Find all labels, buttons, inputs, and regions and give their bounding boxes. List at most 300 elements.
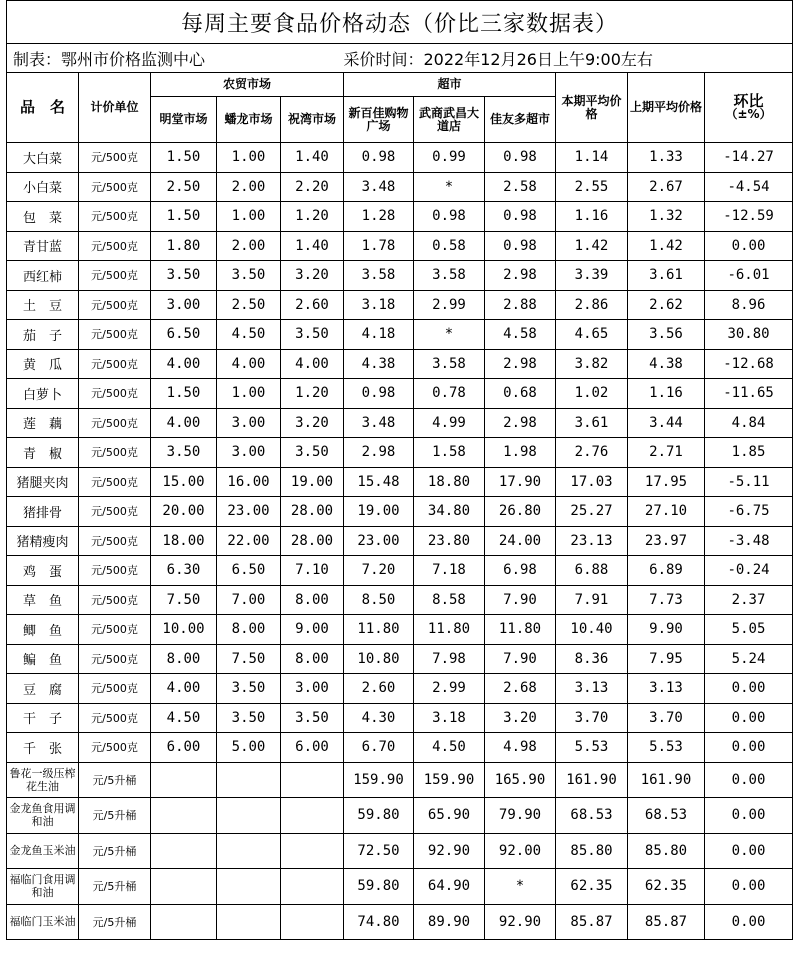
item-unit: 元/500克 bbox=[79, 438, 151, 468]
item-unit: 元/500克 bbox=[79, 526, 151, 556]
price-cell: 0.68 bbox=[485, 379, 556, 409]
price-cell: 1.42 bbox=[628, 231, 705, 261]
price-cell: 2.98 bbox=[344, 438, 414, 468]
price-cell: 34.80 bbox=[414, 497, 485, 527]
price-cell: 25.27 bbox=[556, 497, 628, 527]
price-cell: 85.80 bbox=[556, 833, 628, 869]
price-cell: 161.90 bbox=[628, 762, 705, 798]
price-cell: 19.00 bbox=[281, 467, 344, 497]
price-cell: 5.53 bbox=[628, 733, 705, 763]
price-cell: 92.00 bbox=[485, 833, 556, 869]
price-cell: 5.05 bbox=[705, 615, 793, 645]
price-cell: 7.91 bbox=[556, 585, 628, 615]
price-cell: 6.50 bbox=[151, 320, 217, 350]
price-cell: 0.00 bbox=[705, 869, 793, 905]
price-cell: 22.00 bbox=[217, 526, 281, 556]
price-cell: 1.85 bbox=[705, 438, 793, 468]
price-cell: 3.50 bbox=[217, 261, 281, 291]
price-cell bbox=[217, 762, 281, 798]
price-cell: 68.53 bbox=[628, 798, 705, 834]
price-cell: 4.30 bbox=[344, 703, 414, 733]
item-name: 猪排骨 bbox=[7, 497, 79, 527]
price-cell: 24.00 bbox=[485, 526, 556, 556]
price-cell bbox=[281, 904, 344, 940]
price-cell: -0.24 bbox=[705, 556, 793, 586]
price-cell: 10.40 bbox=[556, 615, 628, 645]
item-unit: 元/5升桶 bbox=[79, 798, 151, 834]
price-cell: 0.00 bbox=[705, 798, 793, 834]
price-cell: 1.16 bbox=[628, 379, 705, 409]
price-cell: 18.80 bbox=[414, 467, 485, 497]
price-cell: 1.28 bbox=[344, 202, 414, 232]
price-cell: 8.96 bbox=[705, 290, 793, 320]
table-row bbox=[7, 762, 793, 798]
table-row bbox=[7, 290, 793, 320]
price-cell: 5.24 bbox=[705, 644, 793, 674]
price-cell: 17.90 bbox=[485, 467, 556, 497]
price-cell bbox=[217, 798, 281, 834]
item-name: 西红柿 bbox=[7, 261, 79, 291]
price-cell: 2.99 bbox=[414, 290, 485, 320]
price-cell: 3.13 bbox=[628, 674, 705, 704]
price-cell bbox=[217, 869, 281, 905]
price-cell: 8.58 bbox=[414, 585, 485, 615]
header-avg-current: 本期平均价格 bbox=[556, 73, 628, 143]
item-unit: 元/5升桶 bbox=[79, 904, 151, 940]
price-cell: 1.20 bbox=[281, 379, 344, 409]
price-cell: 27.10 bbox=[628, 497, 705, 527]
table-row bbox=[7, 320, 793, 350]
price-cell: 62.35 bbox=[628, 869, 705, 905]
price-cell: 65.90 bbox=[414, 798, 485, 834]
price-cell: 3.58 bbox=[414, 261, 485, 291]
price-cell: 1.50 bbox=[151, 379, 217, 409]
price-cell: 1.40 bbox=[281, 231, 344, 261]
item-unit: 元/500克 bbox=[79, 231, 151, 261]
price-cell: 17.03 bbox=[556, 467, 628, 497]
price-cell: 2.60 bbox=[281, 290, 344, 320]
price-cell: 92.90 bbox=[414, 833, 485, 869]
price-cell: 23.13 bbox=[556, 526, 628, 556]
price-cell: 17.95 bbox=[628, 467, 705, 497]
price-cell: 1.40 bbox=[281, 143, 344, 173]
price-cell: 3.13 bbox=[556, 674, 628, 704]
price-cell: 0.00 bbox=[705, 762, 793, 798]
price-cell: 1.58 bbox=[414, 438, 485, 468]
price-cell: 3.50 bbox=[281, 438, 344, 468]
price-cell: 3.50 bbox=[217, 703, 281, 733]
price-cell: 2.50 bbox=[217, 290, 281, 320]
price-cell: 8.00 bbox=[151, 644, 217, 674]
item-unit: 元/5升桶 bbox=[79, 762, 151, 798]
price-cell: 10.80 bbox=[344, 644, 414, 674]
price-cell: 68.53 bbox=[556, 798, 628, 834]
price-cell: 9.00 bbox=[281, 615, 344, 645]
price-cell: 7.00 bbox=[217, 585, 281, 615]
price-cell: 2.71 bbox=[628, 438, 705, 468]
price-cell: 3.70 bbox=[556, 703, 628, 733]
item-name: 白萝卜 bbox=[7, 379, 79, 409]
price-cell: 1.16 bbox=[556, 202, 628, 232]
price-cell: 1.14 bbox=[556, 143, 628, 173]
price-cell: 3.00 bbox=[281, 674, 344, 704]
price-cell: 2.98 bbox=[485, 349, 556, 379]
item-unit: 元/500克 bbox=[79, 733, 151, 763]
item-name: 福临门玉米油 bbox=[7, 904, 79, 940]
price-cell bbox=[281, 762, 344, 798]
header-market-1: 明堂市场 bbox=[151, 97, 217, 143]
price-cell: 18.00 bbox=[151, 526, 217, 556]
price-cell: 2.58 bbox=[485, 172, 556, 202]
price-cell: 5.00 bbox=[217, 733, 281, 763]
header-super-2: 武商武昌大道店 bbox=[414, 97, 485, 143]
table-row bbox=[7, 703, 793, 733]
price-cell: 6.50 bbox=[217, 556, 281, 586]
price-cell: 28.00 bbox=[281, 497, 344, 527]
price-cell: 2.50 bbox=[151, 172, 217, 202]
price-cell: 2.99 bbox=[414, 674, 485, 704]
price-cell: 15.00 bbox=[151, 467, 217, 497]
price-cell: 3.20 bbox=[485, 703, 556, 733]
price-cell: 4.00 bbox=[151, 674, 217, 704]
price-cell: 9.90 bbox=[628, 615, 705, 645]
price-cell: -12.59 bbox=[705, 202, 793, 232]
price-cell: * bbox=[414, 172, 485, 202]
price-cell: 1.20 bbox=[281, 202, 344, 232]
table-row bbox=[7, 798, 793, 834]
header-avg-last: 上期平均价格 bbox=[628, 73, 705, 143]
price-cell: 0.98 bbox=[485, 231, 556, 261]
price-cell: 4.50 bbox=[151, 703, 217, 733]
price-cell: 7.10 bbox=[281, 556, 344, 586]
item-unit: 元/500克 bbox=[79, 379, 151, 409]
price-cell bbox=[151, 869, 217, 905]
price-cell: 3.18 bbox=[414, 703, 485, 733]
price-cell: 1.02 bbox=[556, 379, 628, 409]
price-cell: 2.88 bbox=[485, 290, 556, 320]
price-cell: 2.00 bbox=[217, 172, 281, 202]
table-row bbox=[7, 497, 793, 527]
price-cell: 7.18 bbox=[414, 556, 485, 586]
price-cell: 3.18 bbox=[344, 290, 414, 320]
item-name: 鲁花一级压榨花生油 bbox=[7, 762, 79, 798]
price-cell: 30.80 bbox=[705, 320, 793, 350]
price-cell: 2.98 bbox=[485, 261, 556, 291]
price-cell: 1.42 bbox=[556, 231, 628, 261]
table-row bbox=[7, 556, 793, 586]
price-cell: 2.76 bbox=[556, 438, 628, 468]
price-cell: 4.00 bbox=[151, 349, 217, 379]
price-cell: 59.80 bbox=[344, 798, 414, 834]
price-cell: 0.98 bbox=[485, 202, 556, 232]
price-cell bbox=[151, 798, 217, 834]
price-table bbox=[6, 0, 793, 940]
price-cell: 4.99 bbox=[414, 408, 485, 438]
price-cell: 74.80 bbox=[344, 904, 414, 940]
item-name: 福临门食用调和油 bbox=[7, 869, 79, 905]
price-cell: -6.01 bbox=[705, 261, 793, 291]
price-cell bbox=[217, 833, 281, 869]
price-cell: 23.80 bbox=[414, 526, 485, 556]
item-unit: 元/5升桶 bbox=[79, 833, 151, 869]
item-unit: 元/500克 bbox=[79, 467, 151, 497]
item-unit: 元/500克 bbox=[79, 172, 151, 202]
price-cell: 3.58 bbox=[414, 349, 485, 379]
item-name: 干 子 bbox=[7, 703, 79, 733]
price-cell: 85.87 bbox=[628, 904, 705, 940]
price-cell: 23.00 bbox=[217, 497, 281, 527]
price-cell: 4.00 bbox=[217, 349, 281, 379]
price-cell: 28.00 bbox=[281, 526, 344, 556]
price-cell bbox=[281, 833, 344, 869]
table-row bbox=[7, 467, 793, 497]
price-cell bbox=[151, 833, 217, 869]
table-row bbox=[7, 202, 793, 232]
price-cell: 26.80 bbox=[485, 497, 556, 527]
price-cell: 3.44 bbox=[628, 408, 705, 438]
price-cell: 7.95 bbox=[628, 644, 705, 674]
price-cell: 72.50 bbox=[344, 833, 414, 869]
price-cell: 16.00 bbox=[217, 467, 281, 497]
price-cell: 2.00 bbox=[217, 231, 281, 261]
price-sheet bbox=[6, 0, 792, 962]
price-cell: 10.00 bbox=[151, 615, 217, 645]
price-cell: 3.20 bbox=[281, 261, 344, 291]
price-cell: 0.00 bbox=[705, 231, 793, 261]
price-cell: 165.90 bbox=[485, 762, 556, 798]
price-cell: 6.00 bbox=[281, 733, 344, 763]
table-row bbox=[7, 231, 793, 261]
price-cell: 0.00 bbox=[705, 833, 793, 869]
price-cell: 23.97 bbox=[628, 526, 705, 556]
item-unit: 元/500克 bbox=[79, 556, 151, 586]
price-cell: 2.60 bbox=[344, 674, 414, 704]
item-unit: 元/500克 bbox=[79, 320, 151, 350]
price-cell: 1.00 bbox=[217, 202, 281, 232]
price-cell: 1.50 bbox=[151, 202, 217, 232]
price-cell: 7.20 bbox=[344, 556, 414, 586]
price-cell: 3.58 bbox=[344, 261, 414, 291]
item-name: 小白菜 bbox=[7, 172, 79, 202]
item-name: 黄 瓜 bbox=[7, 349, 79, 379]
item-unit: 元/500克 bbox=[79, 703, 151, 733]
item-unit: 元/500克 bbox=[79, 261, 151, 291]
price-cell: 159.90 bbox=[414, 762, 485, 798]
price-cell: -12.68 bbox=[705, 349, 793, 379]
price-cell: 8.36 bbox=[556, 644, 628, 674]
price-cell: 3.20 bbox=[281, 408, 344, 438]
price-cell: -3.48 bbox=[705, 526, 793, 556]
price-cell: 7.73 bbox=[628, 585, 705, 615]
price-cell: 4.84 bbox=[705, 408, 793, 438]
price-cell: -4.54 bbox=[705, 172, 793, 202]
price-cell: 0.98 bbox=[414, 202, 485, 232]
price-cell: 0.00 bbox=[705, 674, 793, 704]
price-cell: 3.48 bbox=[344, 408, 414, 438]
price-cell: 2.20 bbox=[281, 172, 344, 202]
item-unit: 元/500克 bbox=[79, 202, 151, 232]
price-cell bbox=[151, 904, 217, 940]
price-cell: 79.90 bbox=[485, 798, 556, 834]
price-cell: 1.00 bbox=[217, 379, 281, 409]
price-cell: 0.58 bbox=[414, 231, 485, 261]
price-cell bbox=[217, 904, 281, 940]
header-unit: 计价单位 bbox=[79, 73, 151, 143]
item-name: 鲫 鱼 bbox=[7, 615, 79, 645]
price-cell: 6.70 bbox=[344, 733, 414, 763]
price-cell: 4.65 bbox=[556, 320, 628, 350]
price-cell: 0.99 bbox=[414, 143, 485, 173]
table-row bbox=[7, 733, 793, 763]
table-row bbox=[7, 674, 793, 704]
price-cell: 6.89 bbox=[628, 556, 705, 586]
price-cell: 3.50 bbox=[281, 703, 344, 733]
price-cell: 3.61 bbox=[556, 408, 628, 438]
price-cell: 4.58 bbox=[485, 320, 556, 350]
price-cell: 2.98 bbox=[485, 408, 556, 438]
item-unit: 元/500克 bbox=[79, 290, 151, 320]
item-unit: 元/500克 bbox=[79, 674, 151, 704]
price-cell: 0.00 bbox=[705, 904, 793, 940]
table-row bbox=[7, 379, 793, 409]
item-unit: 元/500克 bbox=[79, 497, 151, 527]
price-cell: 3.50 bbox=[151, 438, 217, 468]
collection-time: 采价时间：2022年12月26日上午9:00左右 bbox=[344, 44, 793, 73]
price-cell: 4.18 bbox=[344, 320, 414, 350]
price-cell: 85.80 bbox=[628, 833, 705, 869]
header-super-1: 新百佳购物广场 bbox=[344, 97, 414, 143]
item-unit: 元/500克 bbox=[79, 408, 151, 438]
table-row bbox=[7, 833, 793, 869]
page-title: 每周主要食品价格动态（价比三家数据表） bbox=[7, 1, 793, 44]
price-cell: 3.00 bbox=[217, 438, 281, 468]
item-name: 鸡 蛋 bbox=[7, 556, 79, 586]
price-cell: 0.00 bbox=[705, 733, 793, 763]
price-cell bbox=[151, 762, 217, 798]
price-cell: 4.00 bbox=[151, 408, 217, 438]
price-cell: -14.27 bbox=[705, 143, 793, 173]
item-unit: 元/500克 bbox=[79, 644, 151, 674]
price-cell: 85.87 bbox=[556, 904, 628, 940]
price-cell: 1.80 bbox=[151, 231, 217, 261]
item-name: 鳊 鱼 bbox=[7, 644, 79, 674]
price-cell: 4.38 bbox=[628, 349, 705, 379]
price-cell: -11.65 bbox=[705, 379, 793, 409]
price-cell: 3.48 bbox=[344, 172, 414, 202]
price-cell: 7.90 bbox=[485, 644, 556, 674]
price-cell: 0.00 bbox=[705, 703, 793, 733]
price-cell: 2.86 bbox=[556, 290, 628, 320]
item-name: 包 菜 bbox=[7, 202, 79, 232]
item-unit: 元/500克 bbox=[79, 615, 151, 645]
price-cell: 1.50 bbox=[151, 143, 217, 173]
header-change bbox=[705, 73, 793, 143]
price-cell: 23.00 bbox=[344, 526, 414, 556]
item-name: 草 鱼 bbox=[7, 585, 79, 615]
price-cell: 3.70 bbox=[628, 703, 705, 733]
item-name: 千 张 bbox=[7, 733, 79, 763]
header-change-label: 环比 bbox=[733, 91, 764, 110]
price-cell: 3.39 bbox=[556, 261, 628, 291]
table-row bbox=[7, 172, 793, 202]
price-cell: * bbox=[485, 869, 556, 905]
item-name: 金龙鱼玉米油 bbox=[7, 833, 79, 869]
item-name: 豆 腐 bbox=[7, 674, 79, 704]
price-cell: 3.50 bbox=[217, 674, 281, 704]
price-cell: 8.00 bbox=[281, 585, 344, 615]
price-cell: 3.00 bbox=[151, 290, 217, 320]
price-cell: 161.90 bbox=[556, 762, 628, 798]
table-row bbox=[7, 585, 793, 615]
price-cell: 3.82 bbox=[556, 349, 628, 379]
price-cell: 7.50 bbox=[151, 585, 217, 615]
price-cell: 8.00 bbox=[281, 644, 344, 674]
price-cell: 20.00 bbox=[151, 497, 217, 527]
price-cell: 19.00 bbox=[344, 497, 414, 527]
price-cell: 2.55 bbox=[556, 172, 628, 202]
price-cell: 92.90 bbox=[485, 904, 556, 940]
price-cell: 0.98 bbox=[344, 379, 414, 409]
header-change-unit: （±%） bbox=[725, 106, 772, 121]
price-cell bbox=[281, 798, 344, 834]
item-unit: 元/5升桶 bbox=[79, 869, 151, 905]
table-row bbox=[7, 644, 793, 674]
price-cell: -5.11 bbox=[705, 467, 793, 497]
table-row bbox=[7, 261, 793, 291]
item-unit: 元/500克 bbox=[79, 143, 151, 173]
price-cell: 3.00 bbox=[217, 408, 281, 438]
price-cell: * bbox=[414, 320, 485, 350]
table-row bbox=[7, 615, 793, 645]
price-cell: 3.50 bbox=[151, 261, 217, 291]
table-row bbox=[7, 904, 793, 940]
price-cell: 15.48 bbox=[344, 467, 414, 497]
price-cell: -6.75 bbox=[705, 497, 793, 527]
item-name: 青甘蓝 bbox=[7, 231, 79, 261]
item-name: 莲 藕 bbox=[7, 408, 79, 438]
table-row bbox=[7, 438, 793, 468]
price-cell: 8.00 bbox=[217, 615, 281, 645]
item-unit: 元/500克 bbox=[79, 585, 151, 615]
price-cell: 11.80 bbox=[414, 615, 485, 645]
price-cell: 6.30 bbox=[151, 556, 217, 586]
publisher-label: 制表：鄂州市价格监测中心 bbox=[7, 44, 344, 73]
price-cell: 64.90 bbox=[414, 869, 485, 905]
item-name: 茄 子 bbox=[7, 320, 79, 350]
price-cell: 6.98 bbox=[485, 556, 556, 586]
price-cell: 89.90 bbox=[414, 904, 485, 940]
header-super-group: 超市 bbox=[344, 73, 556, 97]
table-row bbox=[7, 408, 793, 438]
price-cell: 4.98 bbox=[485, 733, 556, 763]
price-cell: 6.88 bbox=[556, 556, 628, 586]
price-cell: 2.67 bbox=[628, 172, 705, 202]
price-cell: 62.35 bbox=[556, 869, 628, 905]
price-cell: 4.00 bbox=[281, 349, 344, 379]
price-cell: 0.78 bbox=[414, 379, 485, 409]
header-market-group: 农贸市场 bbox=[151, 73, 344, 97]
price-cell: 1.33 bbox=[628, 143, 705, 173]
price-cell: 4.50 bbox=[414, 733, 485, 763]
price-cell: 2.62 bbox=[628, 290, 705, 320]
price-cell: 0.98 bbox=[485, 143, 556, 173]
price-cell: 1.00 bbox=[217, 143, 281, 173]
price-cell: 1.78 bbox=[344, 231, 414, 261]
item-name: 土 豆 bbox=[7, 290, 79, 320]
table-row bbox=[7, 349, 793, 379]
price-cell: 11.80 bbox=[485, 615, 556, 645]
table-row bbox=[7, 526, 793, 556]
